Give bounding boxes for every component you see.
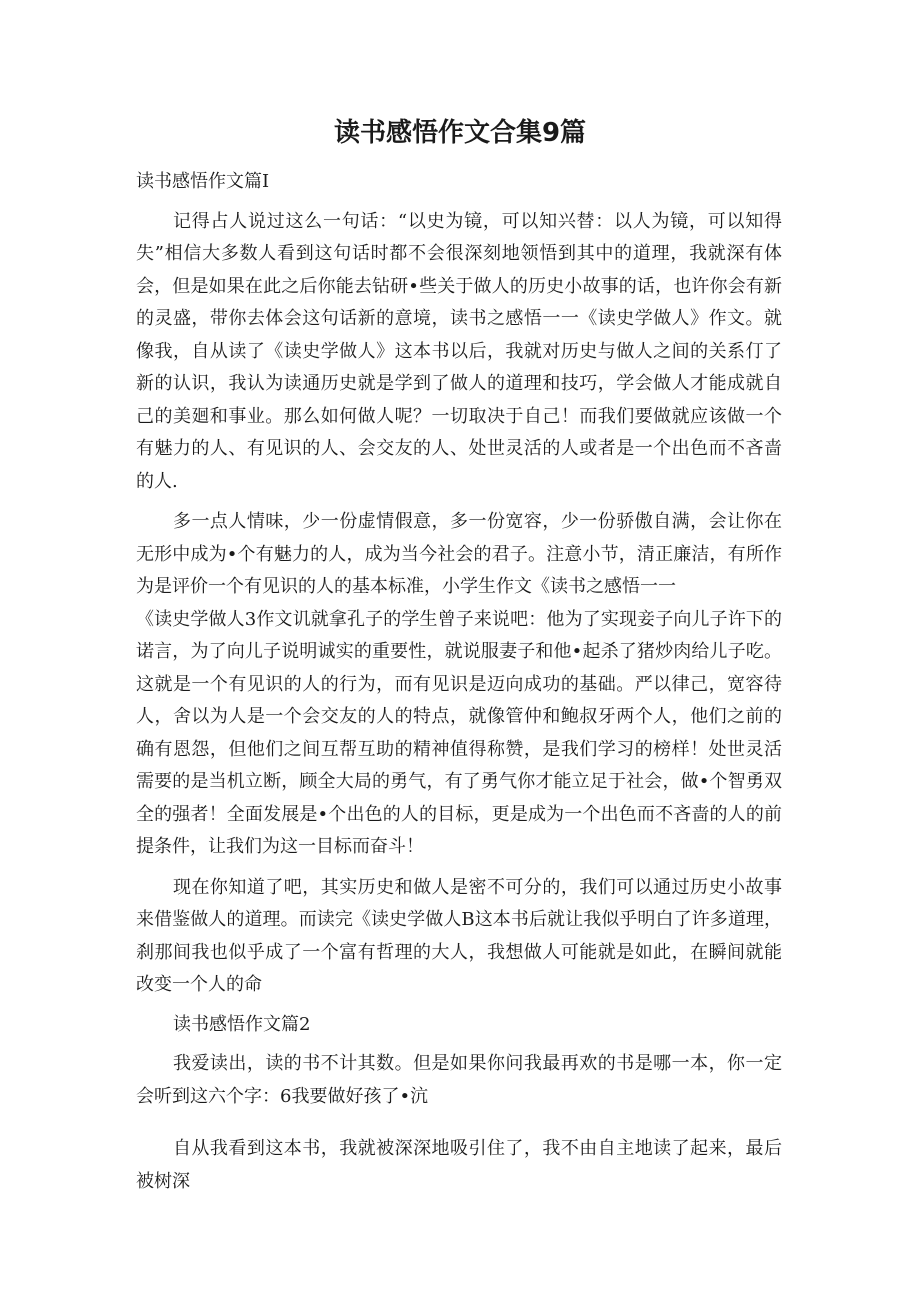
section-heading: 读书感悟作文篇2 bbox=[173, 1013, 311, 1035]
section-heading: 读书感悟作文篇I bbox=[136, 171, 270, 192]
paragraph: 《读史学做人3作文讥就拿孔子的学生曾子来说吧：他为了实现妾子向儿子许下的诺言，为了向儿子说明诚实的重要性，就说服妻子和他•起杀了猪炒肉给儿子吃。这就是一个有见识的人的行为，而有见识是迈向成功的基础。严以律己，宽容待人，舍以为人是一个会交友的人的特点，就像管仲和鲍叔牙两个人，他们之前的确有恩怨，但他们之间互帮互助的精神值得称赞，是我们学习的榜样！处世灵活需要的是当机立断，顾全大局的勇气，有了勇气你才能立足于社会，做•个智勇双全的强者！全面发展是•个出色的人的目标，更是成为一个出色而不吝啬的人的前提条件，让我们为这一目标而奋斗！ bbox=[136, 608, 782, 857]
document-body bbox=[136, 166, 782, 1198]
paragraph: 多一点人情味，少一份虚情假意，多一份宽容，少一份骄傲自满，会让你在无形中成为•个有魅力的人，成为当今社会的君子。注意小节，清正廉洁，有所作为是评价一个有见识的人的基本标准，小学生作文《读书之感悟一一 bbox=[136, 511, 782, 597]
paragraph: 自从我看到这本书，我就被深深地吸引住了，我不由自主地读了起来，最后被树深 bbox=[136, 1138, 782, 1192]
paragraph: 记得占人说过这么一句话：“以史为镜，可以知兴替：以人为镜，可以知得失”相信大多数人看到这句话时都不会很深刻地领悟到其中的道理，我就深有体会，但是如果在此之后你能去钻研•些关于做人的历史小故事的话，也许你会有新的灵盛，带你去体会这句话新的意境，读书之感悟一一《读史学做人》作文。就像我，自从读了《读史学做人》这本书以后，我就对历史与做人之间的关系仃了新的认识，我认为读通历史就是学到了做人的道理和技巧，学会做人才能成就自己的美廻和事业。那么如何做人呢？一切取决于自己！而我们要做就应该做一个有魅力的人、有见识的人、会交友的人、处世灵活的人或者是一个出色而不吝啬的人. bbox=[136, 210, 782, 492]
document-title: 读书感悟作文合集9篇 bbox=[333, 118, 587, 148]
paragraph: 现在你知道了吧，其实历史和做人是密不可分的，我们可以通过历史小故事来借鉴做人的道理。而读完《读史学做人B这本书后就让我似乎明白了许多道理，刹那间我也似乎成了一个富有哲理的大人，我想做人可能就是如此，在瞬间就能改变一个人的命 bbox=[136, 876, 782, 995]
paragraph: 我爱读出，读的书不计其数。但是如果你问我最再欢的书是哪一本，你一定会听到这六个字：6我要做好孩了•沆 bbox=[136, 1053, 782, 1107]
